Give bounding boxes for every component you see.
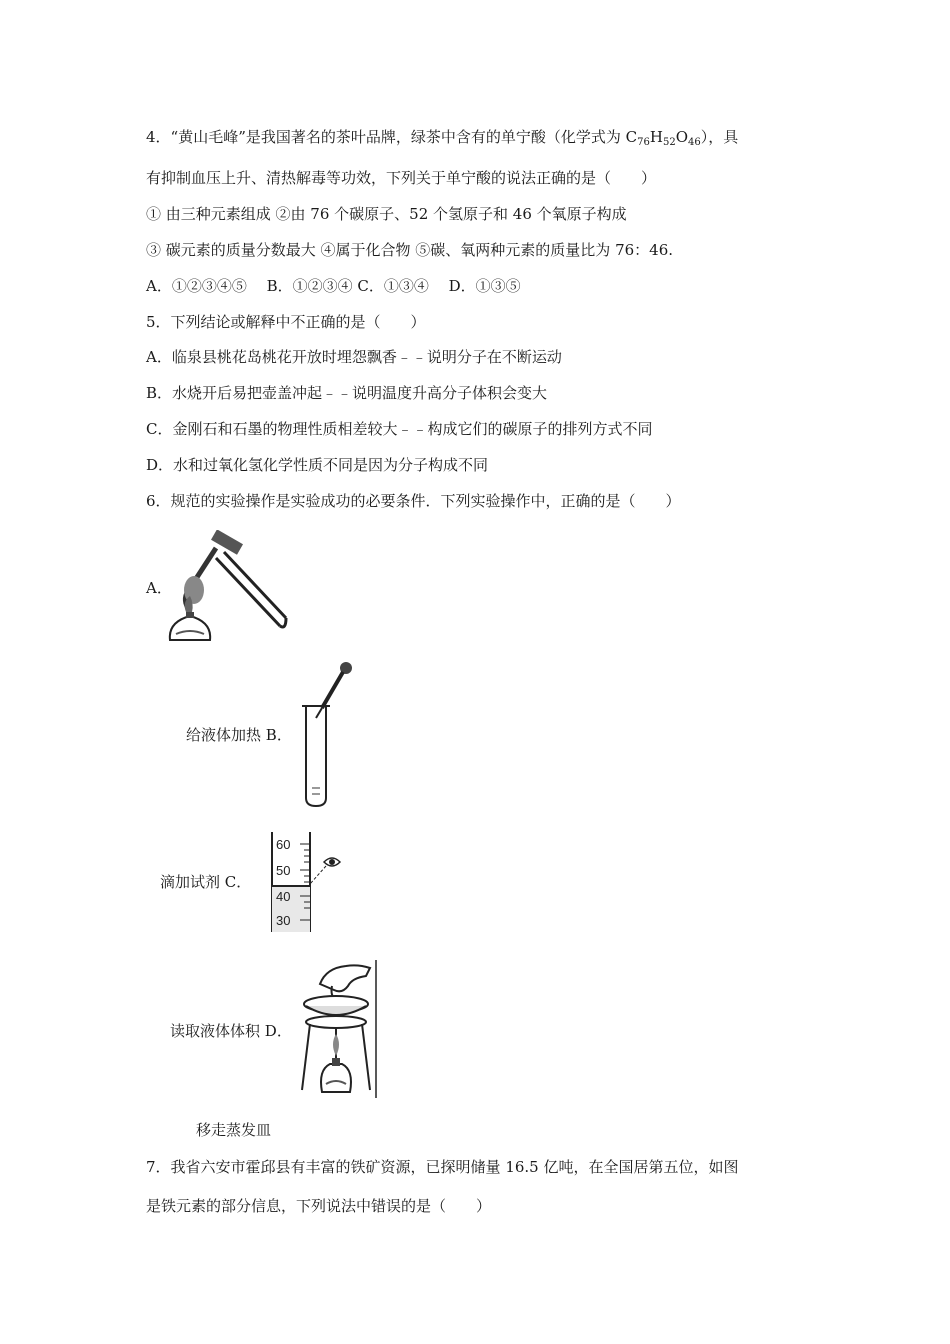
q4-text-a: 4．“黄山毛峰”是我国著名的茶叶品牌，绿茶中含有的单宁酸（化学式为 C — [146, 128, 638, 146]
q4-options: A．①②③④⑤ B．①②③④ C．①③④ D．①③⑤ — [146, 277, 521, 295]
q6-b-label: B． — [265, 726, 292, 744]
q6-caption-d: 移走蒸发皿 — [196, 1121, 272, 1139]
tick-60: 60 — [276, 837, 291, 852]
q6-caption-a — [186, 725, 292, 745]
q4-text-b: ），具 — [700, 128, 739, 146]
q6-stem: 6．规范的实验操作是实验成功的必要条件．下列实验操作中，正确的是（ ） — [146, 492, 681, 510]
tick-30: 30 — [276, 913, 291, 928]
q5-option-a: A．临泉县桃花岛桃花开放时埋怨飘香﹣﹣说明分子在不断运动 — [146, 348, 562, 366]
dropper-test-tube-figure — [296, 658, 360, 810]
q4-line2: 有抑制血压上升、清热解毒等功效，下列关于单宁酸的说法正确的是（ ） — [146, 169, 657, 187]
q7-line2: 是铁元素的部分信息，下列说法中错误的是（ ） — [146, 1197, 492, 1215]
q6-a-label: A． — [146, 579, 172, 597]
heating-liquid-figure — [164, 530, 288, 642]
q6-d-label: D． — [264, 1022, 292, 1040]
q4-item2: ③ 碳元素的质量分数最大 ④属于化合物 ⑤碳、氧两种元素的质量比为 76：46. — [146, 241, 674, 259]
graduated-cylinder-figure — [268, 832, 344, 936]
q4-o-sub: 46 — [688, 137, 701, 148]
q6-caption-b — [160, 872, 251, 892]
q5-stem: 5．下列结论或解释中不正确的是（ ） — [146, 313, 426, 331]
tick-50: 50 — [276, 863, 291, 878]
caption-b-text: 滴加试剂 — [160, 873, 221, 891]
tick-40: 40 — [276, 889, 291, 904]
q6-c-label: C． — [224, 873, 252, 891]
q4-c-sub: 76 — [637, 137, 650, 148]
q5-option-b: B．水烧开后易把壶盖冲起﹣﹣说明温度升高分子体积会变大 — [146, 384, 548, 402]
q4-o: O — [675, 128, 689, 146]
q7-line1: 7．我省六安市霍邱县有丰富的铁矿资源，已探明储量 16.5 亿吨，在全国居第五位，如图 — [146, 1158, 739, 1176]
q6-caption-c — [170, 1021, 292, 1041]
q5-option-d: D．水和过氧化氢化学性质不同是因为分子构成不同 — [146, 456, 489, 474]
caption-c-text: 读取液体体积 — [170, 1022, 261, 1040]
q4-item1: ① 由三种元素组成 ②由 76 个碳原子、52 个氢原子和 46 个氧原子构成 — [146, 205, 627, 223]
q4-line1 — [146, 127, 738, 153]
q4-h-sub: 52 — [662, 137, 676, 148]
evaporating-dish-figure — [296, 960, 378, 1100]
q4-h: H — [649, 128, 663, 146]
q5-option-c: C．金刚石和石墨的物理性质相差较大﹣﹣构成它们的碳原子的排列方式不同 — [146, 420, 653, 438]
caption-a-text: 给液体加热 — [186, 726, 262, 744]
